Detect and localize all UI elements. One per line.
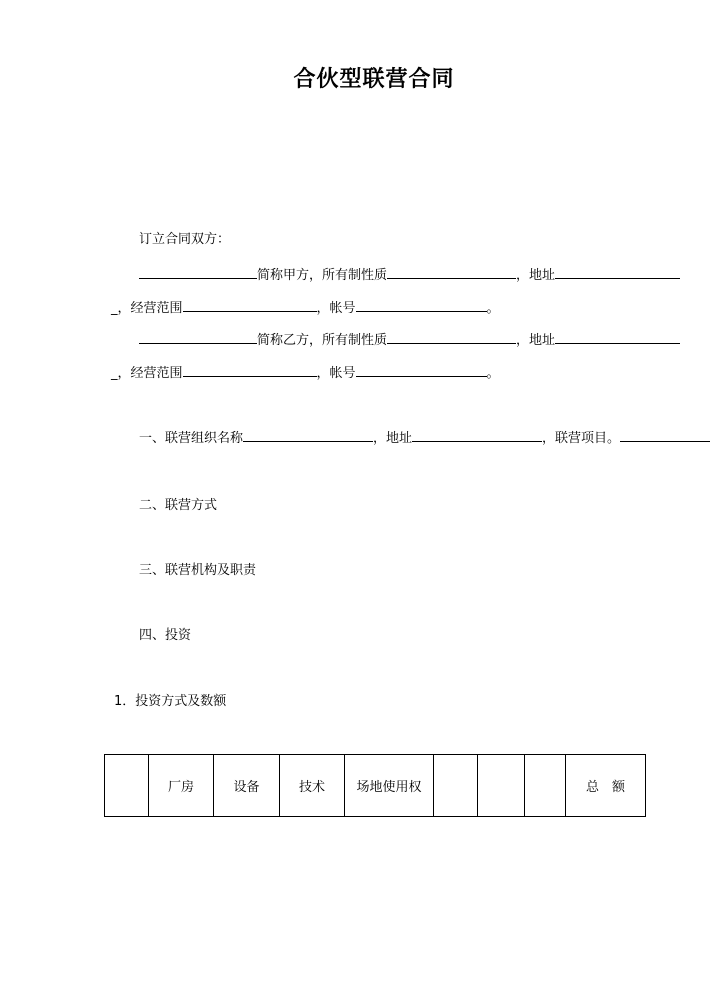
party-a-account-blank[interactable]	[356, 297, 487, 312]
party-a-ownership-blank[interactable]	[387, 264, 516, 279]
party-a-short-label: 简称甲方，所有制性质	[257, 268, 388, 283]
parties-intro: 订立合同双方：	[139, 232, 231, 247]
party-a-line-1	[139, 264, 680, 282]
party-b-account-label: ，帐号	[316, 366, 356, 381]
party-a-address-label: ，地址	[516, 268, 556, 283]
party-b-name-blank[interactable]	[139, 329, 257, 344]
party-a-scope-label: _，经营范围	[111, 301, 183, 316]
table-cell[interactable]: 厂房	[149, 755, 214, 817]
party-b-address-label: ，地址	[516, 333, 556, 348]
party-b-short-label: 简称乙方，所有制性质	[257, 333, 388, 348]
party-a-account-label: ，帐号	[316, 301, 356, 316]
table-cell[interactable]	[478, 755, 525, 817]
party-b-address-blank[interactable]	[555, 329, 680, 344]
joint-org-name-blank[interactable]	[243, 427, 373, 442]
table-cell[interactable]: 总 额	[566, 755, 646, 817]
party-b-line-2	[111, 362, 500, 380]
table-cell[interactable]: 场地使用权	[345, 755, 434, 817]
party-a-line-2	[111, 297, 500, 315]
section-1-label: 一、联营组织名称	[139, 431, 244, 446]
party-b-scope-blank[interactable]	[183, 362, 317, 377]
party-a-name-blank[interactable]	[139, 264, 257, 279]
table-cell[interactable]	[525, 755, 566, 817]
joint-project-blank[interactable]	[620, 427, 710, 442]
party-b-line-1	[139, 329, 680, 347]
table-row	[105, 755, 646, 817]
investment-table	[104, 754, 646, 817]
contract-title: 合伙型联营合同	[293, 67, 455, 92]
section-4-heading: 四、投资	[139, 628, 192, 643]
party-a-scope-blank[interactable]	[183, 297, 317, 312]
section-1-project-label: ，联营项目。	[542, 431, 621, 446]
table-cell[interactable]: 设备	[214, 755, 280, 817]
section-1-line	[139, 427, 710, 445]
party-a-end: 。	[486, 301, 500, 316]
table-cell[interactable]: 技术	[280, 755, 345, 817]
subsection-1-heading: 1．投资方式及数额	[114, 694, 227, 709]
section-3-heading: 三、联营机构及职责	[139, 563, 257, 578]
party-b-account-blank[interactable]	[356, 362, 487, 377]
section-1-address-label: ，地址	[373, 431, 413, 446]
party-b-scope-label: _，经营范围	[111, 366, 183, 381]
table-cell[interactable]	[434, 755, 478, 817]
section-2-heading: 二、联营方式	[139, 498, 218, 513]
party-b-end: 。	[486, 366, 500, 381]
table-cell[interactable]	[105, 755, 149, 817]
party-a-address-blank[interactable]	[555, 264, 680, 279]
joint-org-address-blank[interactable]	[412, 427, 542, 442]
party-b-ownership-blank[interactable]	[387, 329, 516, 344]
